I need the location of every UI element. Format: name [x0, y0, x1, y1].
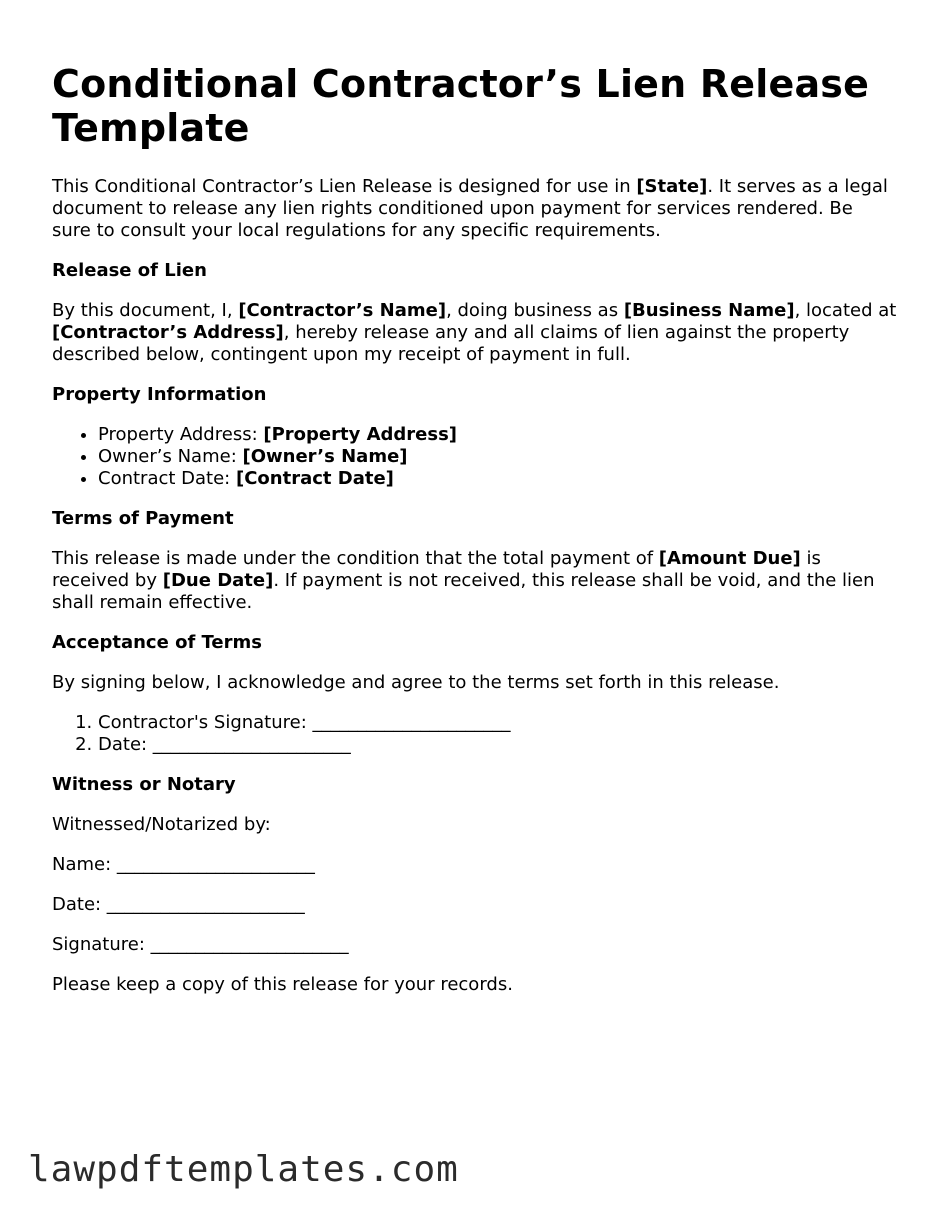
release-text-3: , located at — [794, 300, 897, 321]
contractor-address-placeholder: [Contractor’s Address] — [52, 322, 284, 343]
contract-date-label: Contract Date: — [98, 468, 236, 489]
business-name-placeholder: [Business Name] — [623, 300, 795, 321]
acceptance-paragraph: By signing below, I acknowledge and agree to the terms set forth in this release. — [52, 672, 780, 693]
property-address-placeholder: [Property Address] — [263, 424, 458, 445]
acceptance-heading: Acceptance of Terms — [52, 632, 262, 653]
due-date-placeholder: [Due Date] — [162, 570, 274, 591]
terms-text-2: is received by — [52, 548, 821, 591]
contractor-date-line: 2. Date: ______________________ — [98, 734, 897, 756]
watermark-logo: lawpdftemplates.com — [28, 1149, 459, 1190]
intro-paragraph — [52, 176, 897, 242]
terms-text-3: . If payment is not received, this release shall be void, and the lien shall remain effective. — [52, 570, 875, 613]
release-text-1: By this document, I, — [52, 300, 239, 321]
witness-signature-line: Signature: ______________________ — [52, 934, 349, 955]
document-title: Conditional Contractor’s Lien Release Template — [52, 62, 870, 150]
contractor-signature-line: 1. Contractor's Signature: ______________________ — [98, 712, 897, 734]
document-page — [52, 62, 897, 1014]
terms-of-payment-paragraph — [52, 548, 897, 614]
contractor-name-placeholder: [Contractor’s Name] — [238, 300, 447, 321]
property-information-list — [52, 424, 897, 490]
owner-name-label: Owner’s Name: — [98, 446, 243, 467]
state-placeholder: [State] — [636, 176, 708, 197]
contract-date-placeholder: [Contract Date] — [235, 468, 394, 489]
release-text-4: , hereby release any and all claims of lien against the property described below, contingent upon my receipt of payment in full. — [52, 322, 850, 365]
owner-name-placeholder: [Owner’s Name] — [242, 446, 408, 467]
list-item — [98, 424, 897, 446]
property-address-label: Property Address: — [98, 424, 264, 445]
property-information-heading: Property Information — [52, 384, 267, 405]
intro-text-1: This Conditional Contractor’s Lien Release is designed for use in — [52, 176, 637, 197]
release-text-2: , doing business as — [446, 300, 624, 321]
list-item — [98, 468, 897, 490]
release-of-lien-heading: Release of Lien — [52, 260, 207, 281]
witness-name-line: Name: ______________________ — [52, 854, 315, 875]
signature-list — [52, 712, 897, 756]
terms-text-1: This release is made under the condition that the total payment of — [52, 548, 659, 569]
release-of-lien-paragraph — [52, 300, 897, 366]
amount-due-placeholder: [Amount Due] — [658, 548, 801, 569]
witness-intro: Witnessed/Notarized by: — [52, 814, 271, 835]
list-item — [98, 446, 897, 468]
intro-text-2: . It serves as a legal document to release any lien rights conditioned upon payment for services rendered. Be sure to consult your local regulations for any specific requirements. — [52, 176, 888, 241]
terms-of-payment-heading: Terms of Payment — [52, 508, 234, 529]
closing-note: Please keep a copy of this release for your records. — [52, 974, 513, 995]
witness-date-line: Date: ______________________ — [52, 894, 305, 915]
witness-heading: Witness or Notary — [52, 774, 236, 795]
